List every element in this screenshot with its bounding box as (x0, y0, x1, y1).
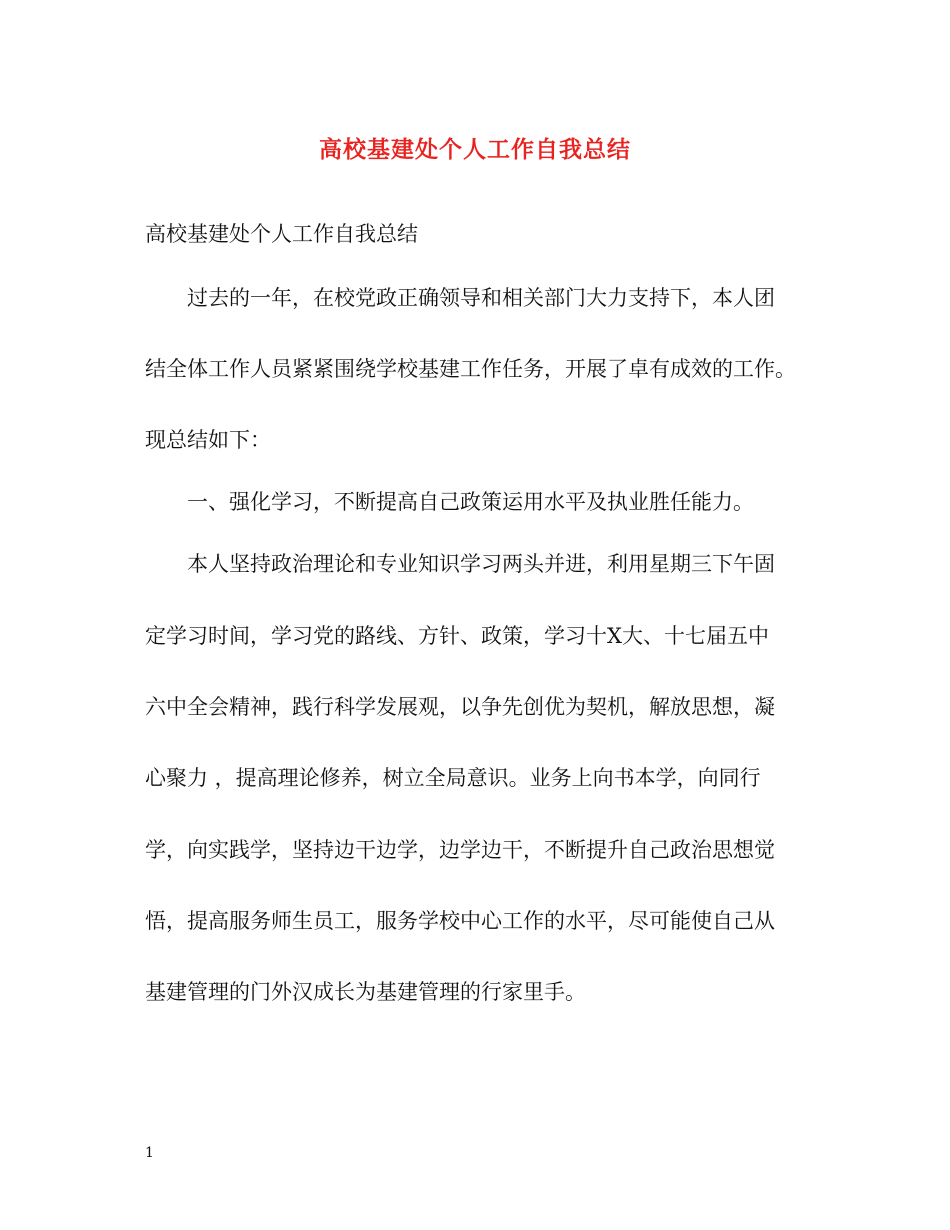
paragraph-line: 过去的一年，在校党政正确领导和相关部门大力支持下，本人团 (187, 286, 775, 310)
section-heading: 一、强化学习，不断提高自己政策运用水平及执业胜任能力。 (187, 490, 754, 514)
paragraph-line: 结全体工作人员紧紧围绕学校基建工作任务，开展了卓有成效的工作。 (145, 357, 796, 381)
page-number: 1 (145, 1145, 154, 1161)
paragraph-line: 基建管理的门外汉成长为基建管理的行家里手。 (145, 980, 586, 1004)
paragraph-line: 现总结如下： (145, 428, 271, 452)
document-title: 高校基建处个人工作自我总结 (319, 136, 631, 163)
paragraph-line: 心聚力 ，提高理论修养，树立全局意识。业务上向书本学，向同行 (145, 766, 761, 790)
paragraph-line: 学，向实践学，坚持边干边学，边学边干，不断提升自己政治思想觉 (145, 838, 775, 862)
paragraph-line: 六中全会精神，践行科学发展观，以争先创优为契机，解放思想，凝 (145, 695, 775, 719)
paragraph-line: 本人坚持政治理论和专业知识学习两头并进，利用星期三下午固 (187, 552, 775, 576)
paragraph-line: 悟，提高服务师生员工，服务学校中心工作的水平，尽可能使自己从 (145, 909, 775, 933)
document-subtitle: 高校基建处个人工作自我总结 (145, 222, 418, 246)
paragraph-line: 定学习时间，学习党的路线、方针、政策，学习十X大、十七届五中 (145, 624, 769, 648)
